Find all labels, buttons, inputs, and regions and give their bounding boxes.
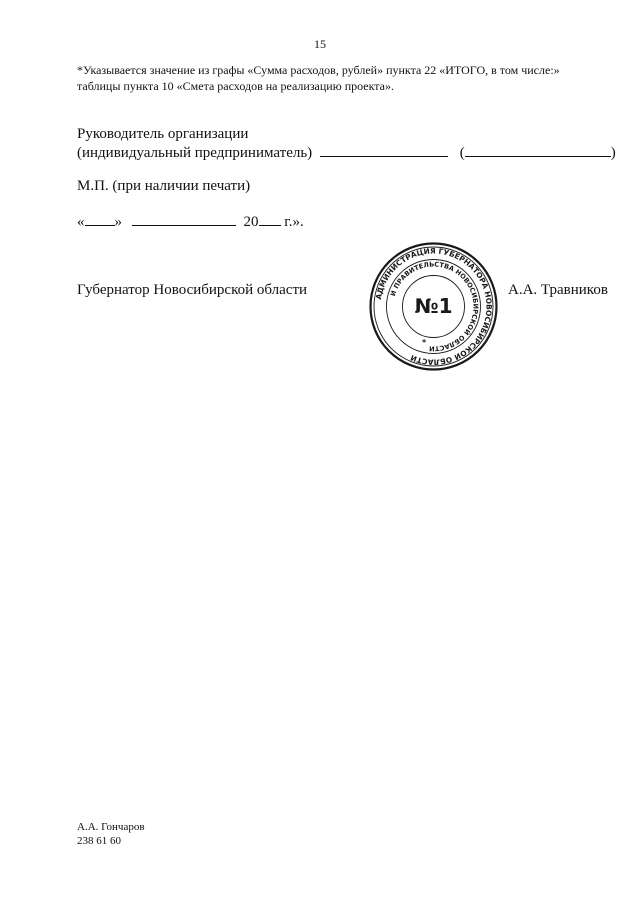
executor-info — [77, 820, 145, 848]
footnote-line-2: таблицы пункта 10 «Смета расходов на реализацию проекта». — [77, 79, 394, 93]
seal-inner-text: И ПРАВИТЕЛЬСТВА НОВОСИБИРСКОЙ ОБЛАСТИ — [388, 260, 480, 353]
signature-block — [77, 125, 616, 163]
seal-star-icon: * — [422, 338, 427, 347]
footnote-line-1: *Указывается значение из графы «Сумма расходов, рублей» пункта 22 «ИТОГО, в том числе:» — [77, 63, 560, 77]
seal-outer-text: АДМИНИСТРАЦИЯ ГУБЕРНАТОРА НОВОСИБИРСКОЙ ОБЛАСТИ — [373, 246, 494, 367]
day-open-quote: « — [77, 214, 85, 230]
governor-name: А.А. Травников — [508, 282, 608, 298]
executor-name: А.А. Гончаров — [77, 821, 145, 833]
month-blank — [132, 224, 236, 226]
entrepreneur-label: (индивидуальный предприниматель) — [77, 145, 313, 161]
governor-title: Губернатор Новосибирской области — [77, 282, 308, 298]
official-seal — [368, 241, 499, 372]
entrepreneur-signature-line — [77, 144, 616, 163]
date-line — [77, 214, 304, 231]
head-of-organization-label: Руководитель организации — [77, 126, 249, 142]
page-number: 15 — [314, 37, 326, 51]
executor-phone: 238 61 60 — [77, 835, 121, 847]
signature-blank — [320, 155, 448, 157]
footnote — [77, 62, 560, 94]
day-close-quote: » — [114, 214, 122, 230]
date-suffix: г.». — [280, 214, 304, 230]
year-blank — [259, 224, 281, 226]
seal-number: №1 — [414, 294, 453, 318]
stamp-place-label: М.П. (при наличии печати) — [77, 178, 251, 194]
name-close-paren: ) — [610, 145, 616, 161]
name-blank — [465, 155, 611, 157]
day-blank — [85, 224, 115, 226]
name-open-paren: ( — [459, 145, 465, 161]
year-prefix: 20 — [243, 214, 259, 230]
